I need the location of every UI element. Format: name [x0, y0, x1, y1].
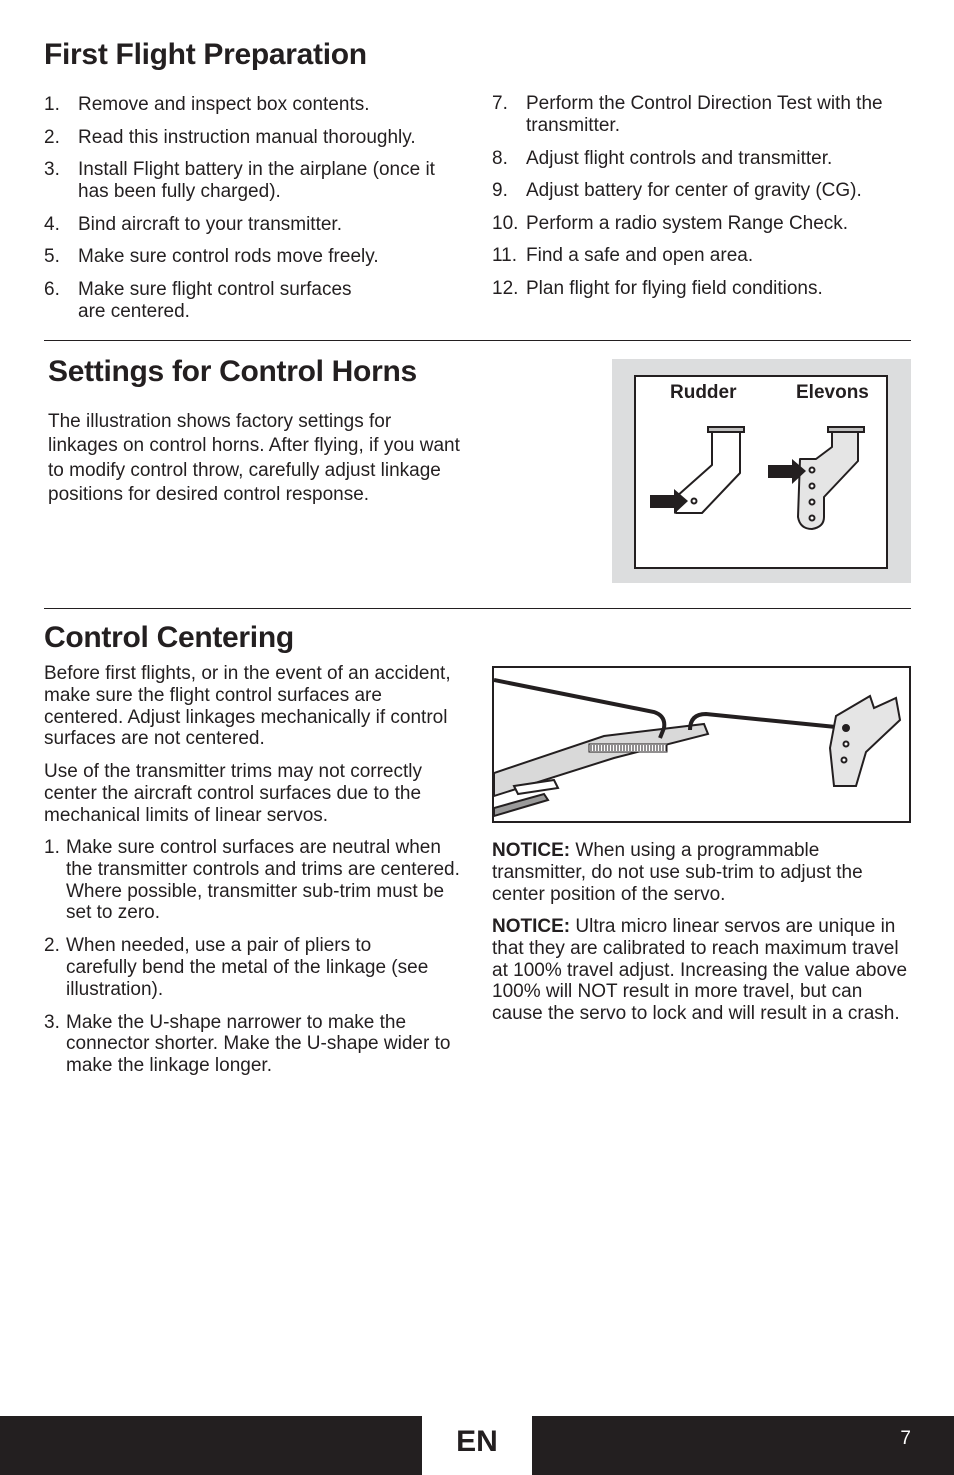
list-number: 10. — [492, 212, 519, 234]
section-title-control-horns: Settings for Control Horns — [48, 355, 417, 388]
list-text: Make sure control rods move freely. — [78, 246, 379, 267]
notice-label: NOTICE: — [492, 916, 571, 937]
list-number: 7. — [492, 93, 508, 114]
section-divider — [44, 340, 911, 341]
section-title-first-flight: First Flight Preparation — [44, 38, 367, 71]
notice-linear-servos — [492, 916, 910, 1025]
list-number: 9. — [492, 180, 508, 201]
list-item — [492, 148, 912, 170]
first-flight-list-left — [44, 94, 464, 333]
list-text: Adjust flight controls and transmitter. — [526, 147, 833, 169]
control-horns-body: The illustration shows factory settings for linkages on control horns. After flying, if you want to modify control throw, carefully adjust linkage positions for desired control response. — [48, 411, 460, 505]
list-number: 2. — [44, 126, 60, 148]
list-number: 2. — [44, 935, 60, 957]
list-item — [44, 279, 378, 323]
notice-label: NOTICE: — [492, 840, 571, 861]
control-horns-illustration — [634, 375, 888, 569]
list-number: 3. — [44, 159, 60, 180]
list-item — [44, 246, 464, 268]
linkage-pliers-illustration — [492, 666, 911, 823]
list-item — [492, 245, 912, 267]
control-centering-para-2: Use of the transmitter trims may not correctly center the aircraft control surfaces due to the mechanical limits of linear servos. — [44, 761, 422, 826]
control-horn-shape — [830, 696, 900, 786]
page-number: 7 — [900, 1428, 911, 1449]
list-text: Read this instruction manual thoroughly. — [78, 126, 416, 148]
list-item — [44, 935, 446, 1000]
list-number: 1. — [44, 94, 60, 115]
list-item — [492, 93, 886, 137]
list-item — [492, 278, 912, 300]
list-item — [492, 180, 912, 202]
elevon-horn-shape — [798, 427, 864, 529]
list-text: Make the U-shape narrower to make the connector shorter. Make the U-shape wider to make the linkage longer. — [66, 1011, 451, 1077]
list-text: Plan flight for flying field conditions. — [526, 277, 823, 299]
list-number: 8. — [492, 147, 508, 169]
footer-bar-left — [0, 1416, 422, 1475]
list-item — [44, 127, 464, 149]
footer-bar-right — [532, 1416, 954, 1475]
control-centering-para-1: Before first flights, or in the event of an accident, make sure the flight control surfaces are centered. Adjust linkages mechanically if control surfaces are not centered. — [44, 663, 451, 750]
control-horn-drawings — [636, 377, 886, 567]
list-item — [44, 1012, 464, 1077]
list-number: 1. — [44, 837, 60, 858]
elevons-label: Elevons — [796, 382, 869, 403]
list-text: Adjust battery for center of gravity (CG). — [526, 180, 862, 201]
list-item — [44, 837, 464, 924]
list-text: Perform a radio system Range Check. — [526, 212, 849, 234]
section-divider — [44, 608, 911, 609]
list-number: 5. — [44, 246, 60, 267]
notice-sub-trim — [492, 840, 908, 905]
list-text: Find a safe and open area. — [526, 245, 754, 266]
pliers-icon — [494, 724, 708, 816]
list-item — [44, 214, 464, 236]
list-number: 11. — [492, 245, 518, 266]
language-tab: EN — [456, 1425, 498, 1458]
list-text: Bind aircraft to your transmitter. — [78, 213, 342, 235]
list-text: Remove and inspect box contents. — [78, 94, 370, 115]
list-number: 3. — [44, 1011, 60, 1033]
list-text: Make sure flight control surfaces are centered. — [78, 278, 352, 322]
list-item — [44, 159, 464, 203]
list-text: Perform the Control Direction Test with the transmitter. — [526, 93, 883, 136]
list-text: When needed, use a pair of pliers to carefully bend the metal of the linkage (see illustration). — [66, 935, 429, 1000]
notice-text: When using a programmable transmitter, do not use sub-trim to adjust the center position of the servo. — [492, 840, 863, 905]
list-number: 6. — [44, 278, 60, 300]
notice-text: Ultra micro linear servos are unique in that they are calibrated to reach maximum travel at 100% travel adjust. Increasing the value above 100% will NOT result in more travel, but can cause the servo to lock and will result in a crash. — [492, 916, 908, 1025]
pliers-linkage-drawing — [494, 668, 909, 821]
list-number: 4. — [44, 213, 60, 235]
rudder-label: Rudder — [670, 382, 737, 403]
list-number: 12. — [492, 277, 519, 299]
control-centering-steps — [44, 837, 464, 1088]
list-text: Make sure control surfaces are neutral when the transmitter controls and trims are centered. Where possible, transmitter sub-trim must be set to zero. — [66, 837, 460, 924]
list-item — [492, 213, 912, 235]
list-item — [44, 94, 464, 116]
list-text: Install Flight battery in the airplane (once it has been fully charged). — [78, 159, 435, 202]
first-flight-list-right — [492, 93, 912, 310]
section-title-control-centering: Control Centering — [44, 621, 294, 654]
